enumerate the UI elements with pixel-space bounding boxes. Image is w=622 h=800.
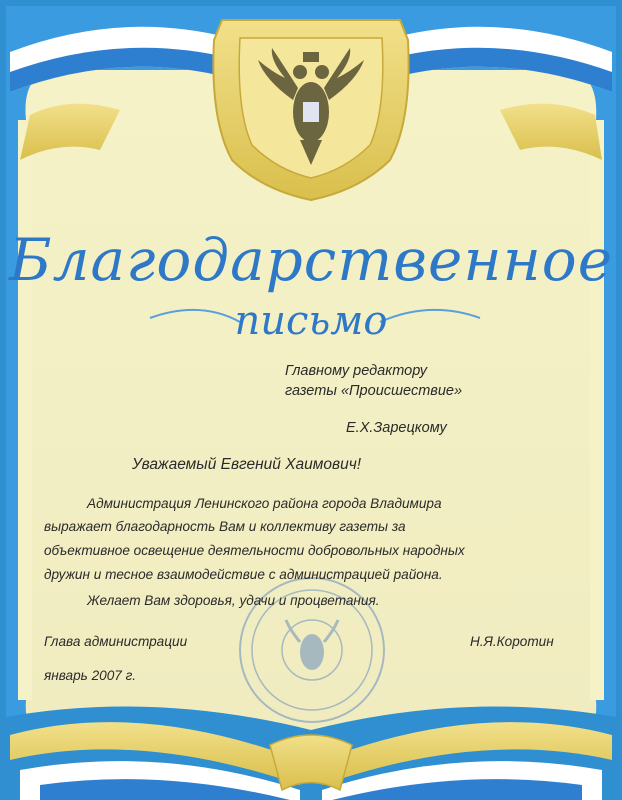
recipient-name: Е.Х.Зарецкому <box>346 420 447 436</box>
signature-date: январь 2007 г. <box>44 668 137 683</box>
recipient-line-1: Главному редактору <box>285 363 428 379</box>
body-line-4: дружин и тесное взаимодействие с администрацией района. <box>44 567 443 582</box>
recipient-line-2: газеты «Происшествие» <box>285 383 463 399</box>
body-line-3: объективное освещение деятельности добровольных народных <box>44 543 465 558</box>
title-line-2: письмо <box>234 298 388 344</box>
body-wishes: Желает Вам здоровья, удачи и процветания. <box>87 593 380 608</box>
signature-position: Глава администрации <box>44 634 188 649</box>
body-line-1: Администрация Ленинского района города Владимира <box>87 496 442 511</box>
body-line-2: выражает благодарность Вам и коллективу газеты за <box>44 519 406 534</box>
title-line-1: Благодарственное <box>8 226 614 294</box>
salutation: Уважаемый Евгений Хаимович! <box>132 456 362 473</box>
signature-name: Н.Я.Коротин <box>470 634 554 649</box>
